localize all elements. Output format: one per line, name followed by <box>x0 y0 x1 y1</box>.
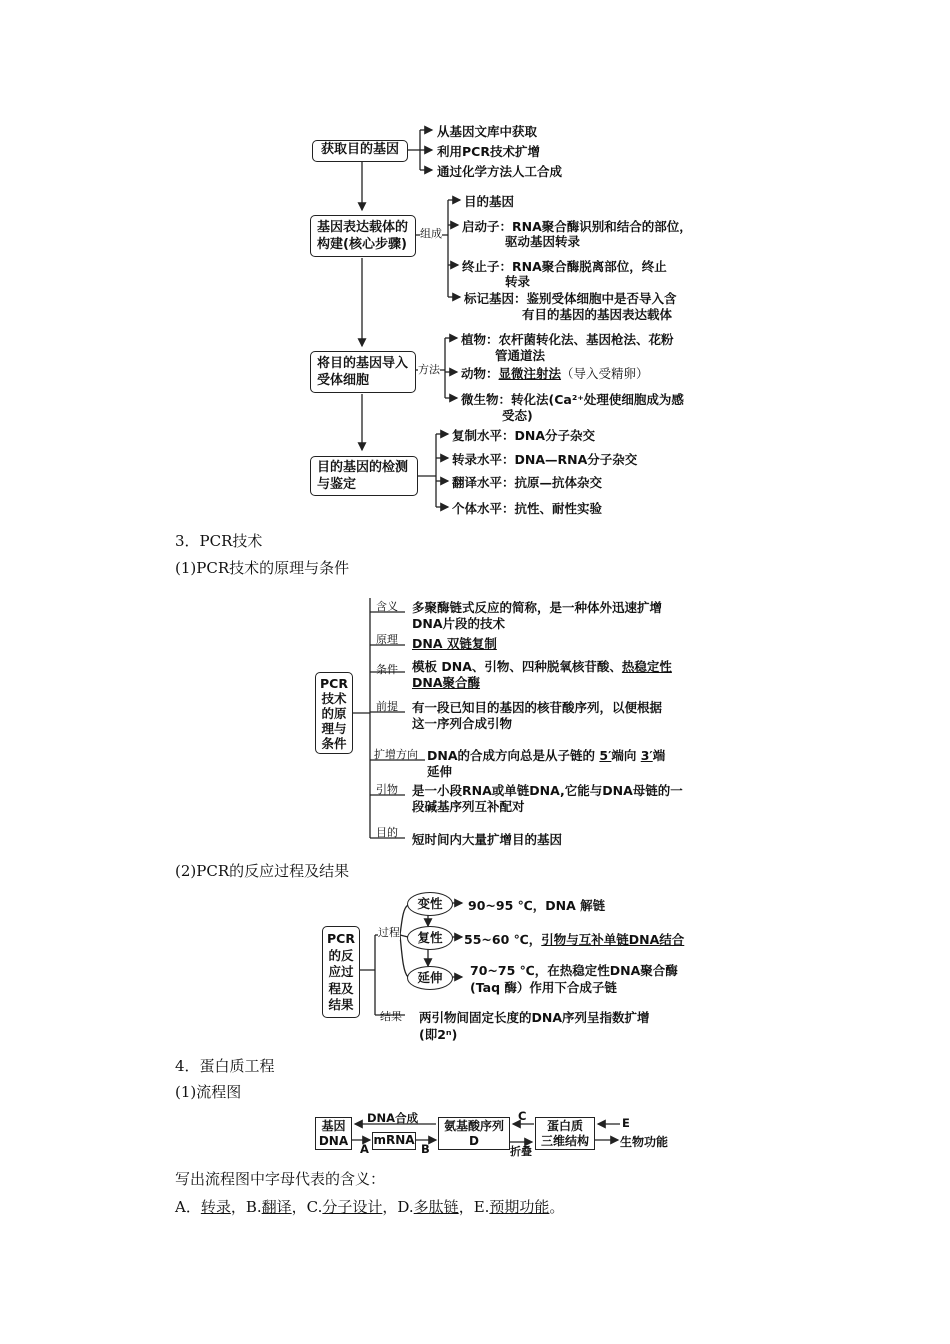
section4-title: 4．蛋白质工程 <box>175 1057 275 1075</box>
detect-item: 个体水平：抗性、耐性实验 <box>452 501 603 516</box>
detect-item: 翻译水平：抗原—抗体杂交 <box>452 475 603 490</box>
compose-item: 终止子：RNA聚合酶脱离部位，终止 <box>462 259 667 274</box>
acquire-item: 通过化学方法人工合成 <box>437 164 563 179</box>
row-text: DNA片段的技术 <box>412 616 506 631</box>
step-build-vector: 基因表达载体的 构建(核心步骤) <box>310 215 416 257</box>
protein-structure-box: 蛋白质 三维结构 <box>535 1117 595 1150</box>
row-text: DNA聚合酶 <box>412 675 481 690</box>
method-item: 受态) <box>502 408 533 423</box>
method-item: 管通道法 <box>495 348 546 363</box>
section4-sub1: (1)流程图 <box>175 1083 242 1101</box>
letter-c: C <box>518 1109 527 1123</box>
row-text: 多聚酶链式反应的简称，是一种体外迅速扩增 <box>412 600 663 615</box>
acquire-item: 从基因文库中获取 <box>437 124 538 139</box>
fold-label: 折叠 <box>510 1145 532 1158</box>
anneal-text: 55~60 ℃，引物与互补单链DNA结合 <box>464 932 685 947</box>
compose-item: 目的基因 <box>464 194 515 209</box>
detect-item: 复制水平：DNA分子杂交 <box>452 428 596 443</box>
method-item: 微生物：转化法(Ca²⁺处理使细胞成为感 <box>461 392 684 407</box>
step-acquire-gene: 获取目的基因 <box>312 140 408 162</box>
row-text: 段碱基序列互补配对 <box>412 799 525 814</box>
process-label: 过程 <box>378 926 400 939</box>
row-label: 前提 <box>376 700 398 713</box>
detect-item: 转录水平：DNA—RNA分子杂交 <box>452 452 638 467</box>
compose-label: 组成 <box>420 227 442 240</box>
amino-acid-box: 氨基酸序列 D <box>438 1117 510 1150</box>
row-text: DNA 双链复制 <box>412 636 497 651</box>
acquire-item: 利用PCR技术扩增 <box>437 144 540 159</box>
method-label: 方法 <box>418 363 440 376</box>
step-detect-identify: 目的基因的检测 与鉴定 <box>310 456 418 496</box>
bio-function-label: 生物功能 <box>620 1135 669 1149</box>
step-denature: 变性 <box>407 892 453 916</box>
row-label: 原理 <box>376 633 398 646</box>
section3-sub2: (2)PCR的反应过程及结果 <box>175 862 350 880</box>
section3-sub1: (1)PCR技术的原理与条件 <box>175 559 350 577</box>
row-text: 是一小段RNA或单链DNA,它能与DNA母链的一 <box>412 783 683 798</box>
mrna-box: mRNA <box>372 1132 416 1150</box>
compose-item: 有目的基因的基因表达载体 <box>522 307 673 322</box>
question-text: 写出流程图中字母代表的含义： <box>175 1170 386 1188</box>
pcr-principle-root: PCR 技术 的原 理与 条件 <box>315 672 353 754</box>
row-label: 含义 <box>376 600 398 613</box>
result-label: 结果 <box>380 1010 402 1023</box>
letter-b: B <box>421 1142 430 1156</box>
row-label: 引物 <box>376 783 398 796</box>
row-text: 延伸 <box>427 764 453 779</box>
gene-dna-box: 基因 DNA <box>315 1117 352 1150</box>
step-extend: 延伸 <box>407 966 453 990</box>
step-anneal: 复性 <box>407 926 453 950</box>
result-text: 两引物间固定长度的DNA序列呈指数扩增 <box>419 1010 650 1025</box>
row-text: 模板 DNA、引物、四种脱氧核苷酸、热稳定性 <box>412 659 672 674</box>
extend-text: 70~75 ℃，在热稳定性DNA聚合酶 <box>470 963 678 978</box>
row-text: DNA的合成方向总是从子链的 5′端向 3′端 <box>427 748 666 763</box>
result-text: (即2ⁿ) <box>419 1027 458 1042</box>
dna-synthesis-label: DNA合成 <box>367 1111 419 1125</box>
row-label: 条件 <box>376 663 398 676</box>
row-text: 有一段已知目的基因的核苷酸序列，以便根据 <box>412 700 663 715</box>
row-text: 这一序列合成引物 <box>412 716 513 731</box>
row-text: 短时间内大量扩增目的基因 <box>412 832 563 847</box>
pcr-process-root: PCR 的反 应过 程及 结果 <box>322 926 360 1018</box>
denature-text: 90~95 ℃，DNA 解链 <box>468 898 606 913</box>
letter-e: E <box>622 1116 630 1130</box>
row-label: 目的 <box>376 826 398 839</box>
row-label: 扩增方向 <box>374 748 418 761</box>
answers-line: A．转录，B.翻译，C.分子设计，D.多肽链，E.预期功能。 <box>175 1198 565 1216</box>
compose-item: 启动子：RNA聚合酶识别和结合的部位， <box>462 219 692 234</box>
compose-item: 驱动基因转录 <box>505 234 581 249</box>
letter-a: A <box>360 1142 369 1156</box>
compose-item: 转录 <box>505 274 531 289</box>
section3-title: 3．PCR技术 <box>175 532 263 550</box>
method-item: 植物：农杆菌转化法、基因枪法、花粉 <box>461 332 674 347</box>
step-introduce-gene: 将目的基因导入 受体细胞 <box>310 351 416 393</box>
extend-text: (Taq 酶）作用下合成子链 <box>470 980 617 995</box>
compose-item: 标记基因：鉴别受体细胞中是否导入含 <box>464 291 677 306</box>
method-item: 动物：显微注射法（导入受精卵） <box>461 366 649 381</box>
